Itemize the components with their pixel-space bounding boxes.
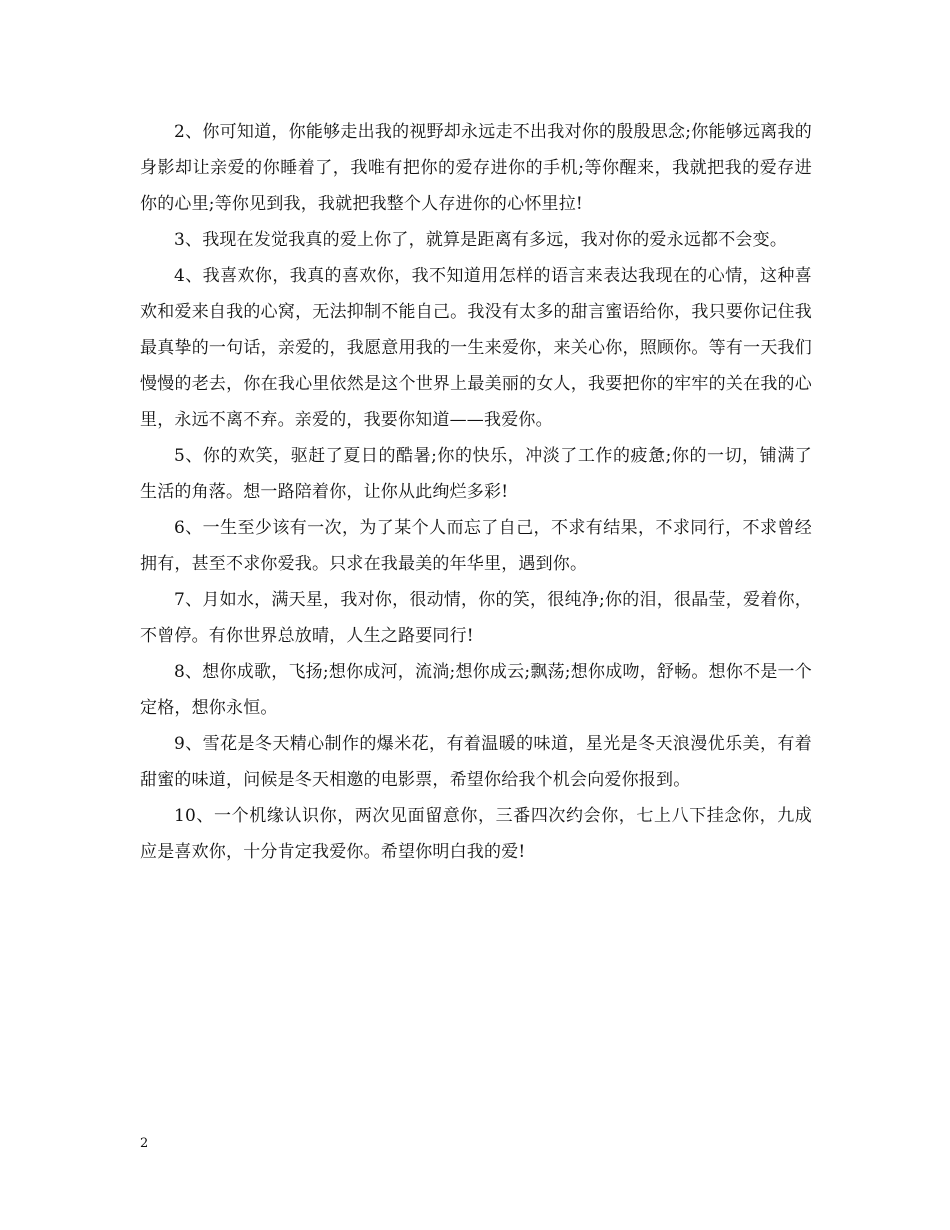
paragraph-4: 4、我喜欢你，我真的喜欢你，我不知道用怎样的语言来表达我现在的心情，这种喜欢和爱来自我的心窝，无法抑制不能自己。我没有太多的甜言蜜语给你，我只要你记住我最真挚的一句话，亲爱的，我愿意用我的一生来爱你，来关心你，照顾你。等有一天我们慢慢的老去，你在我心里依然是这个世界上最美丽的女人，我要把你的牢牢的关在我的心里，永远不离不弃。亲爱的，我要你知道——我爱你。	[140, 266, 812, 430]
paragraph-3: 3、我现在发觉我真的爱上你了，就算是距离有多远，我对你的爱永远都不会变。	[174, 230, 788, 250]
document-body	[140, 114, 812, 870]
paragraph-6: 6、一生至少该有一次，为了某个人而忘了自己，不求有结果，不求同行，不求曾经拥有，甚至不求你爱我。只求在我最美的年华里，遇到你。	[140, 518, 812, 574]
paragraph-5: 5、你的欢笑，驱赶了夏日的酷暑;你的快乐，冲淡了工作的疲惫;你的一切，铺满了生活的角落。想一路陪着你，让你从此绚烂多彩!	[140, 446, 812, 502]
paragraph-9: 9、雪花是冬天精心制作的爆米花，有着温暖的味道，星光是冬天浪漫优乐美，有着甜蜜的味道，问候是冬天相邀的电影票，希望你给我个机会向爱你报到。	[140, 734, 812, 790]
paragraph-10: 10、一个机缘认识你，两次见面留意你，三番四次约会你，七上八下挂念你，九成应是喜欢你，十分肯定我爱你。希望你明白我的爱!	[140, 806, 812, 862]
paragraph-8: 8、想你成歌，飞扬;想你成河，流淌;想你成云;飘荡;想你成吻，舒畅。想你不是一个定格，想你永恒。	[140, 662, 812, 718]
page-number: 2	[140, 1136, 149, 1151]
paragraph-7: 7、月如水，满天星，我对你，很动情，你的笑，很纯净;你的泪，很晶莹，爱着你，不曾停。有你世界总放晴，人生之路要同行!	[140, 590, 812, 646]
paragraph-2: 2、你可知道，你能够走出我的视野却永远走不出我对你的殷殷思念;你能够远离我的身影却让亲爱的你睡着了，我唯有把你的爱存进你的手机;等你醒来，我就把我的爱存进你的心里;等你见到我，我就把我整个人存进你的心怀里拉!	[140, 122, 812, 214]
